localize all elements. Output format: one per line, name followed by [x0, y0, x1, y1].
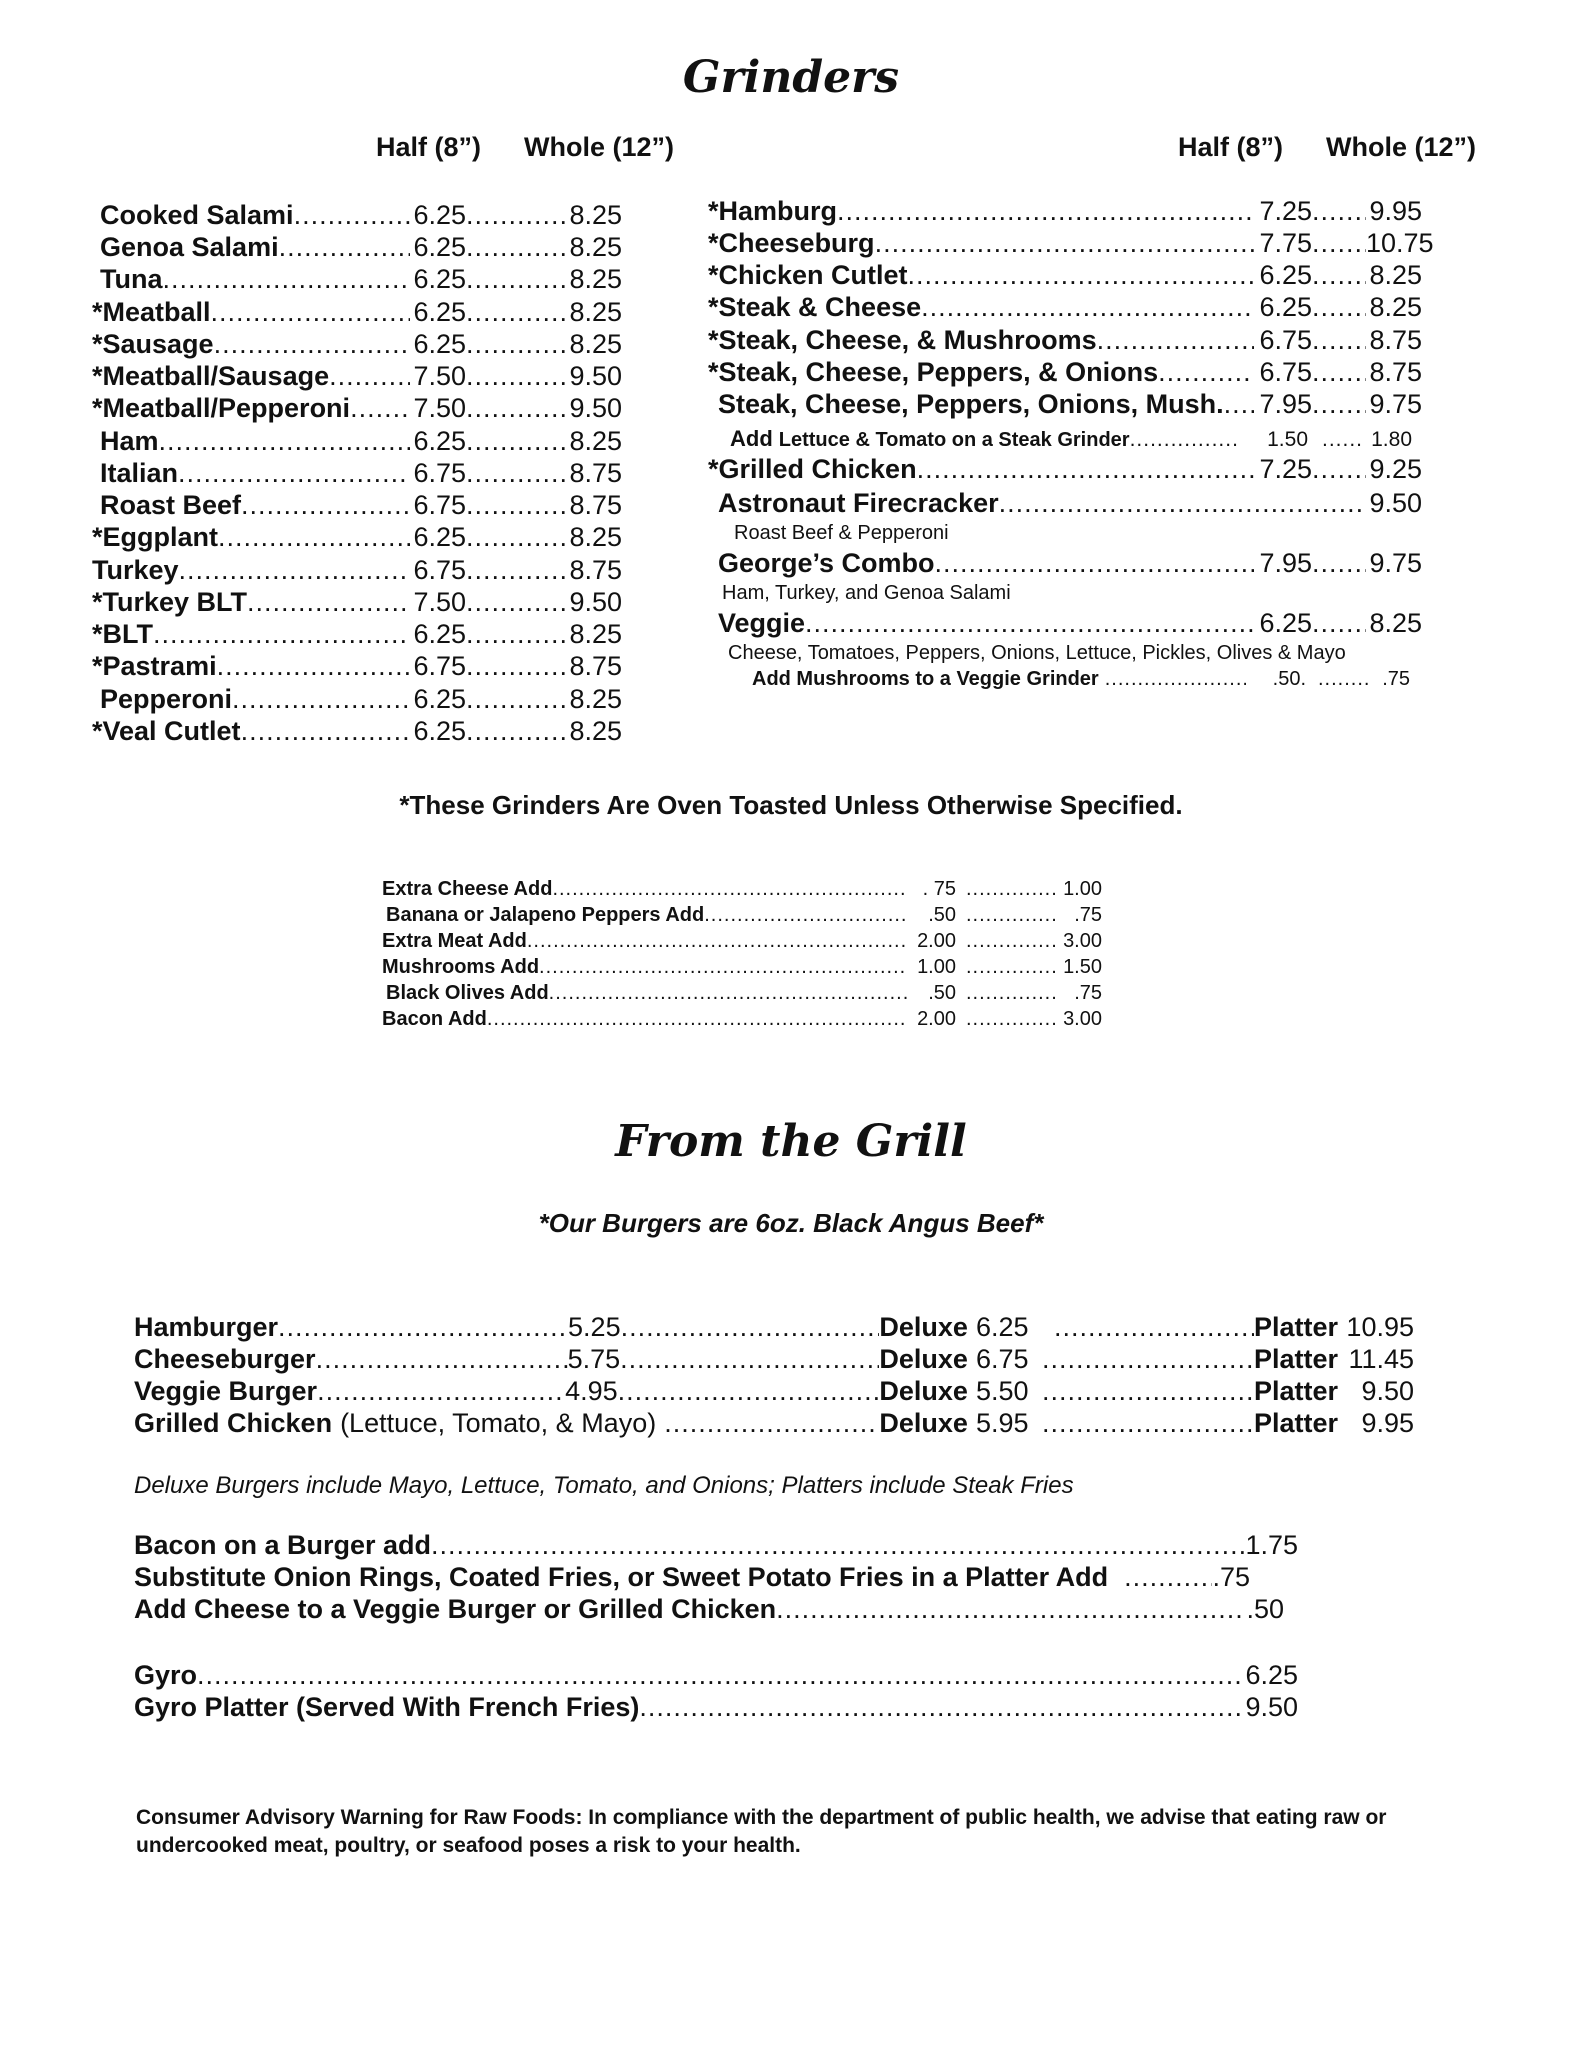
- item-name: Genoa Salami: [100, 232, 279, 262]
- addon-item: [134, 1530, 1298, 1561]
- veggie-addon-name: Add Mushrooms to a Veggie Grinder: [752, 668, 1099, 690]
- grinder-item: [92, 297, 622, 328]
- grinder-item: [718, 488, 1422, 519]
- item-name: Black Olives Add: [386, 982, 549, 1004]
- grinder-item: [708, 196, 1422, 227]
- whole-price: 8.75: [569, 458, 622, 488]
- platter-label: Platter: [1253, 1344, 1338, 1374]
- item-name: Italian: [100, 458, 179, 488]
- deluxe-price: 5.50: [975, 1376, 1029, 1406]
- half-price: 2.00: [917, 930, 956, 952]
- grinder-item: [100, 458, 622, 489]
- half-price: 7.25: [1259, 196, 1312, 226]
- left-col-half-header: Half (8”): [376, 132, 482, 162]
- item-name: Cheeseburger: [134, 1344, 316, 1374]
- half-price: 6.75: [413, 490, 466, 520]
- grill-item: [134, 1376, 1414, 1407]
- half-price: .50: [928, 904, 956, 926]
- item-name: *Veal Cutlet: [92, 716, 241, 746]
- item-price: 9.50: [1245, 1692, 1298, 1722]
- half-price: 6.25: [413, 297, 466, 327]
- platter-label: Platter: [1253, 1312, 1338, 1342]
- item-name: *Chicken Cutlet: [708, 260, 908, 290]
- item-name: Gyro: [134, 1660, 198, 1690]
- half-price: 7.95: [1259, 389, 1312, 419]
- half-price: 6.25: [1259, 608, 1312, 638]
- item-name: *Pastrami: [92, 651, 217, 681]
- item-name: *Hamburg: [708, 196, 838, 226]
- extra-item: [382, 878, 1102, 901]
- whole-price: 8.75: [1369, 357, 1422, 387]
- whole-price: 9.95: [1369, 196, 1422, 226]
- half-price: 7.50: [413, 393, 466, 423]
- grinder-item: [100, 684, 622, 715]
- half-price: 7.50: [413, 361, 466, 391]
- half-price: 6.25: [413, 232, 466, 262]
- half-price: 1.50: [1267, 428, 1308, 451]
- addon-item: [134, 1594, 1284, 1625]
- grinder-item: [718, 389, 1422, 420]
- item-name: Veggie: [718, 608, 806, 638]
- item-price: 6.25: [1245, 1660, 1298, 1690]
- whole-price: .75: [1074, 904, 1102, 926]
- item-name: Mushrooms Add: [382, 956, 540, 978]
- item-name: Pepperoni: [100, 684, 233, 714]
- extra-item: [382, 956, 1102, 979]
- left-col-whole-header: Whole (12”): [524, 132, 675, 162]
- whole-price: 8.25: [569, 684, 622, 714]
- item-name: *Turkey BLT: [92, 587, 248, 617]
- whole-price: 9.50: [1369, 488, 1422, 518]
- half-price: 6.25: [413, 329, 466, 359]
- half-price: .50.: [1272, 668, 1306, 690]
- item-price: 4.95: [565, 1376, 618, 1406]
- whole-price: 8.25: [569, 264, 622, 294]
- item-price: 5.25: [568, 1312, 621, 1342]
- whole-price: 1.00: [1063, 878, 1102, 900]
- grinder-item: [708, 325, 1422, 356]
- item-name: Add Cheese to a Veggie Burger or Grilled Chicken: [134, 1594, 777, 1624]
- half-price: 6.75: [413, 458, 466, 488]
- item-name: Gyro Platter (Served With French Fries): [134, 1692, 640, 1722]
- half-price: 2.00: [917, 1008, 956, 1030]
- item-name: Turkey: [92, 555, 179, 585]
- item-name: Roast Beef: [100, 490, 242, 520]
- whole-price: 8.25: [569, 716, 622, 746]
- item-name: Astronaut Firecracker: [718, 488, 999, 518]
- steak-addon-add: Add: [730, 426, 773, 451]
- grinder-item: [100, 200, 622, 231]
- whole-price: 3.00: [1063, 930, 1102, 952]
- right-col-half-header: Half (8”): [1178, 132, 1284, 162]
- half-price: 1.00: [917, 956, 956, 978]
- whole-price: .75: [1382, 668, 1410, 690]
- platter-price: 9.50: [1361, 1376, 1414, 1406]
- half-price: .50: [928, 982, 956, 1004]
- whole-price: 8.25: [569, 619, 622, 649]
- deluxe-label: Deluxe: [879, 1344, 968, 1374]
- grinder-item: [100, 426, 622, 457]
- half-price: 6.25: [413, 522, 466, 552]
- item-description: Roast Beef & Pepperoni: [734, 522, 949, 544]
- whole-price: 8.75: [569, 651, 622, 681]
- item-name: Banana or Jalapeno Peppers Add: [386, 904, 705, 926]
- whole-price: 1.80: [1371, 428, 1412, 451]
- item-name: Substitute Onion Rings, Coated Fries, or Sweet Potato Fries in a Platter Add: [134, 1562, 1109, 1592]
- toasted-note: *These Grinders Are Oven Toasted Unless Otherwise Specified.: [399, 790, 1183, 820]
- deluxe-price: 6.25: [975, 1312, 1029, 1342]
- deluxe-label: Deluxe: [879, 1376, 968, 1406]
- whole-price: 9.50: [569, 587, 622, 617]
- half-price: 7.25: [1259, 454, 1312, 484]
- whole-price: 8.75: [1369, 325, 1422, 355]
- addon-item: [134, 1562, 1250, 1593]
- half-price: 6.75: [1259, 325, 1312, 355]
- grinder-item: [718, 608, 1422, 639]
- item-name: *Steak & Cheese: [708, 292, 922, 322]
- whole-price: 8.25: [569, 297, 622, 327]
- item-name: *Sausage: [92, 329, 214, 359]
- item-price: 5.75: [567, 1344, 621, 1374]
- deluxe-price: 5.95: [975, 1408, 1029, 1438]
- whole-price: 8.25: [1369, 260, 1422, 290]
- grill-title: From the Grill: [615, 1116, 967, 1167]
- grinder-item: [92, 587, 622, 618]
- whole-price: 8.25: [1369, 608, 1422, 638]
- item-name: *Meatball: [92, 297, 211, 327]
- half-price: 6.25: [413, 426, 466, 456]
- half-price: 6.75: [413, 555, 466, 585]
- grinder-item: [100, 264, 622, 295]
- platter-label: Platter: [1253, 1408, 1338, 1438]
- grill-item: [134, 1344, 1414, 1375]
- grill-item: [134, 1408, 1414, 1439]
- half-price: 7.50: [413, 587, 466, 617]
- half-price: 6.25: [413, 200, 466, 230]
- grinder-item: [92, 619, 622, 650]
- item-name: Grilled Chicken: [134, 1408, 333, 1438]
- whole-price: 8.25: [569, 200, 622, 230]
- extra-item: [382, 1008, 1102, 1031]
- whole-price: 9.50: [569, 361, 622, 391]
- platter-price: 9.95: [1361, 1408, 1414, 1438]
- half-price: 6.25: [413, 684, 466, 714]
- half-price: 7.75: [1259, 228, 1312, 258]
- half-price: 6.25: [413, 716, 466, 746]
- item-name: Ham: [100, 426, 159, 456]
- deluxe-label: Deluxe: [879, 1312, 968, 1342]
- grinder-item: [708, 454, 1422, 485]
- right-col-whole-header: Whole (12”): [1326, 132, 1477, 162]
- grinder-item: [708, 228, 1434, 259]
- item-name: Bacon on a Burger add: [134, 1530, 432, 1560]
- half-price: 6.75: [413, 651, 466, 681]
- grinder-item: [708, 292, 1422, 323]
- whole-price: 8.25: [569, 426, 622, 456]
- deluxe-label: Deluxe: [879, 1408, 968, 1438]
- grinder-item: [100, 232, 622, 263]
- half-price: 6.25: [1259, 292, 1312, 322]
- burger-note: *Our Burgers are 6oz. Black Angus Beef*: [538, 1208, 1044, 1238]
- whole-price: 8.25: [569, 522, 622, 552]
- item-name: Extra Meat Add: [382, 930, 527, 952]
- platter-price: 11.45: [1348, 1344, 1414, 1374]
- item-price: .75: [1212, 1562, 1250, 1592]
- item-name: *Grilled Chicken: [708, 454, 917, 484]
- item-name: Steak, Cheese, Peppers, Onions, Mush.: [718, 389, 1224, 419]
- item-name: *BLT: [92, 619, 153, 649]
- item-description: Ham, Turkey, and Genoa Salami: [722, 582, 1011, 604]
- item-name: Extra Cheese Add: [382, 878, 553, 900]
- item-name: Cooked Salami: [100, 200, 294, 230]
- grinder-item: [92, 522, 622, 553]
- whole-price: 8.75: [569, 555, 622, 585]
- whole-price: 1.50: [1063, 956, 1102, 978]
- whole-price: .75: [1074, 982, 1102, 1004]
- item-price: .50: [1246, 1594, 1284, 1624]
- whole-price: 9.25: [1369, 454, 1422, 484]
- gyro-item: [134, 1692, 1298, 1723]
- grinders-title: Grinders: [682, 52, 900, 103]
- whole-price: 8.25: [569, 329, 622, 359]
- whole-price: 3.00: [1063, 1008, 1102, 1030]
- item-extra: (Lettuce, Tomato, & Mayo): [340, 1408, 657, 1438]
- half-price: . 75: [922, 878, 956, 900]
- half-price: 6.25: [413, 619, 466, 649]
- whole-price: 9.75: [1369, 389, 1422, 419]
- item-name: *Meatball/Pepperoni: [92, 393, 351, 423]
- extra-item: [386, 982, 1102, 1005]
- grinder-item: [92, 393, 622, 424]
- item-name: *Cheeseburg: [708, 228, 875, 258]
- half-price: 6.75: [1259, 357, 1312, 387]
- item-name: Tuna: [100, 264, 163, 294]
- whole-price: 8.75: [569, 490, 622, 520]
- grinder-item: [92, 329, 622, 360]
- grinder-item: [100, 490, 622, 521]
- extra-item: [386, 904, 1102, 927]
- whole-price: 8.25: [1369, 292, 1422, 322]
- grinder-item: [92, 651, 622, 682]
- platter-price: 10.95: [1346, 1312, 1414, 1342]
- whole-price: 10.75: [1366, 228, 1434, 258]
- grinder-item: [92, 361, 622, 392]
- item-name: Bacon Add: [382, 1008, 487, 1030]
- item-name: Veggie Burger: [134, 1376, 318, 1406]
- whole-price: 8.25: [569, 232, 622, 262]
- grinder-item: [92, 716, 622, 747]
- grinder-item: [708, 260, 1422, 291]
- half-price: 7.95: [1259, 548, 1312, 578]
- grill-item: [134, 1312, 1414, 1343]
- item-description: Cheese, Tomatoes, Peppers, Onions, Lettuce, Pickles, Olives & Mayo: [728, 642, 1346, 664]
- steak-addon-row: [730, 426, 1412, 452]
- whole-price: 9.50: [569, 393, 622, 423]
- item-name: Hamburger: [134, 1312, 279, 1342]
- item-name: *Eggplant: [92, 522, 218, 552]
- half-price: 6.25: [413, 264, 466, 294]
- steak-addon-name: Lettuce & Tomato on a Steak Grinder: [778, 429, 1130, 451]
- grinder-item: [718, 548, 1422, 579]
- platter-label: Platter: [1253, 1376, 1338, 1406]
- item-name: *Meatball/Sausage: [92, 361, 330, 391]
- item-name: *Steak, Cheese, Peppers, & Onions: [708, 357, 1159, 387]
- consumer-advisory: Consumer Advisory Warning for Raw Foods: In compliance with the department of public health, we advise that eating raw or undercooked meat, poultry, or seafood poses a risk to your health.: [136, 1806, 1387, 1857]
- gyro-item: [134, 1660, 1298, 1691]
- whole-price: 9.75: [1369, 548, 1422, 578]
- half-price: 6.25: [1259, 260, 1312, 290]
- grinder-item: [708, 357, 1422, 388]
- extra-item: [382, 930, 1102, 953]
- deluxe-note: Deluxe Burgers include Mayo, Lettuce, Tomato, and Onions; Platters include Steak Fries: [134, 1472, 1074, 1499]
- veggie-addon-row: [752, 668, 1410, 691]
- item-price: 1.75: [1245, 1530, 1298, 1560]
- item-name: *Steak, Cheese, & Mushrooms: [708, 325, 1097, 355]
- deluxe-price: 6.75: [975, 1344, 1029, 1374]
- grinder-item: [92, 555, 622, 586]
- item-name: George’s Combo: [718, 548, 935, 578]
